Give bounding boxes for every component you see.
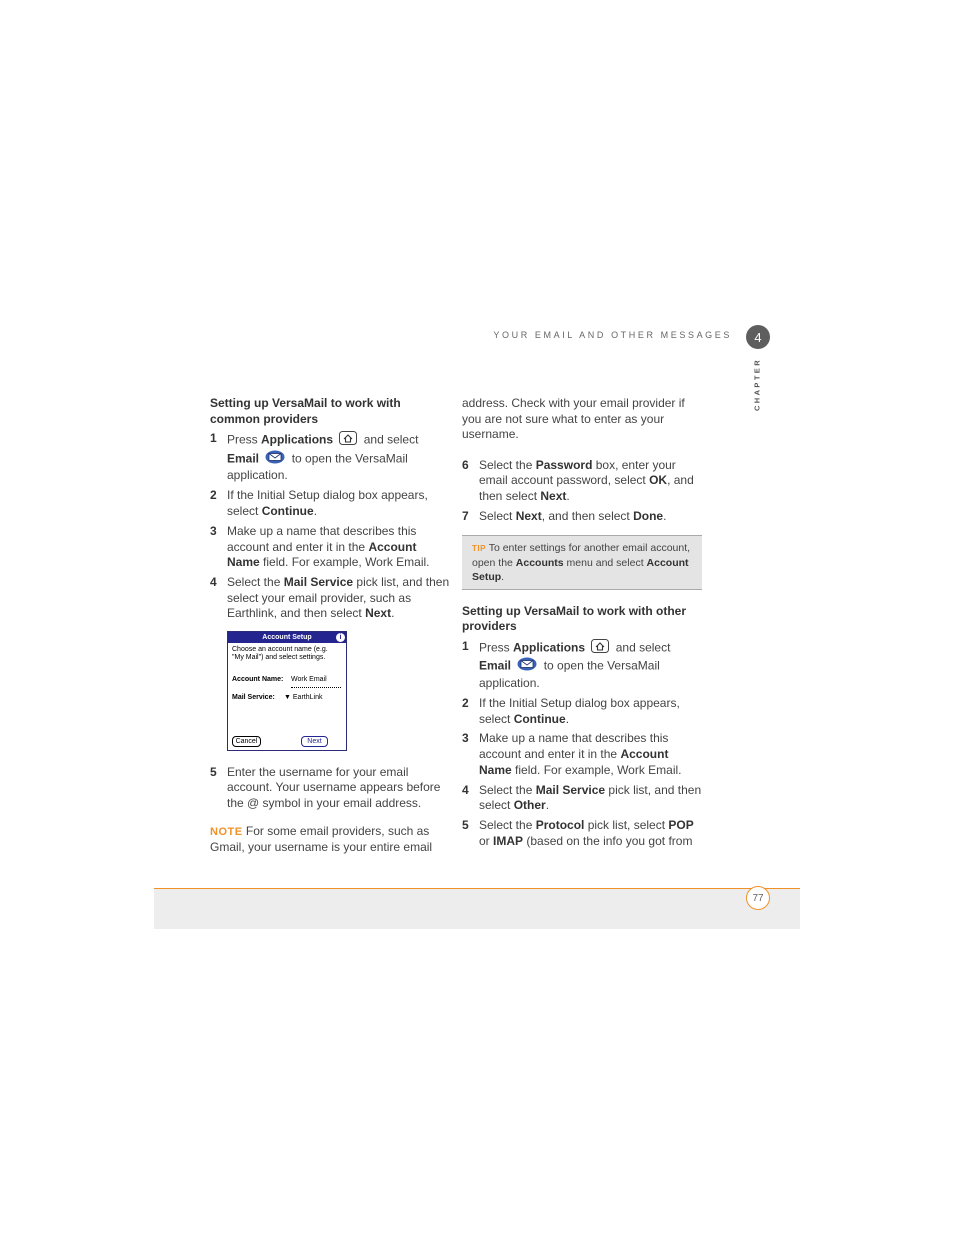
- step-item: 6 Select the Password box, enter your email account password, select OK, and then select Next.: [462, 457, 694, 503]
- note-block: NOTE For some email providers, such as Gmail, your username is your entire email: [210, 823, 433, 855]
- home-button-icon: [339, 431, 357, 450]
- dropdown-arrow-icon: ▼: [284, 693, 291, 701]
- step-item: 4 Select the Mail Service pick list, and then select Other.: [462, 782, 702, 813]
- footer-band: [154, 889, 800, 929]
- screenshot-next-button: Next: [301, 736, 328, 747]
- home-button-icon: [591, 639, 609, 658]
- screenshot-title-bar: Account Setup i: [228, 632, 346, 643]
- screenshot-prompt: Choose an account name (e.g. "My Mail") and select settings.: [232, 645, 328, 661]
- step-item: 5 Select the Protocol pick list, select POP or IMAP (based on the info you got from: [462, 818, 694, 848]
- section-heading-common: Setting up VersaMail to work with common providers: [210, 396, 401, 426]
- continued-text: address. Check with your email provider if you are not sure what to enter as your username.: [462, 396, 685, 442]
- step-item: 2 If the Initial Setup dialog box appears, select Continue.: [210, 488, 428, 518]
- account-name-label: Account Name:: [232, 675, 284, 683]
- footer-rule: [154, 888, 800, 889]
- step-item: 3 Make up a name that describes this account and enter it in the Account Name field. For example, Work Email.: [210, 523, 430, 570]
- running-header: YOUR EMAIL AND OTHER MESSAGES: [493, 330, 732, 340]
- account-setup-screenshot: [227, 631, 347, 751]
- page-number: 77: [746, 886, 770, 910]
- step-item: 5 Enter the username for your email account. Your username appears before the @ symbol in your email address.: [210, 764, 441, 811]
- section-heading-other: Setting up VersaMail to work with other providers: [462, 603, 687, 634]
- account-name-field: Work Email: [291, 672, 341, 689]
- tip-label: TIP: [472, 543, 486, 553]
- chapter-number-badge: 4: [746, 325, 770, 349]
- email-app-icon: [517, 657, 537, 676]
- info-icon: i: [336, 633, 345, 642]
- tip-box: TIP To enter settings for another email account, open the Accounts menu and select Account Setup.: [462, 535, 702, 590]
- right-column: [462, 396, 702, 854]
- mail-service-picklist: ▼ EarthLink: [284, 693, 323, 701]
- screenshot-cancel-button: Cancel: [232, 736, 261, 747]
- note-label: NOTE: [210, 825, 243, 838]
- email-app-icon: [265, 450, 285, 469]
- chapter-label: CHAPTER: [752, 357, 762, 412]
- step-item: 2 If the Initial Setup dialog box appears, select Continue.: [462, 695, 680, 726]
- step-item: 1 Press Applications and select Email to open the VersaMail application.: [210, 431, 419, 483]
- left-column: [210, 396, 450, 856]
- mail-service-label: Mail Service:: [232, 693, 275, 701]
- step-item: 3 Make up a name that describes this account and enter it in the Account Name field. For example, Work Email.: [462, 731, 682, 777]
- step-item: 1 Press Applications and select Email to open the VersaMail application.: [462, 638, 671, 690]
- step-item: 7 Select Next, and then select Done.: [462, 508, 667, 523]
- step-item: 4 Select the Mail Service pick list, and then select your email provider, such as Earthlink, and then select Next.: [210, 575, 450, 621]
